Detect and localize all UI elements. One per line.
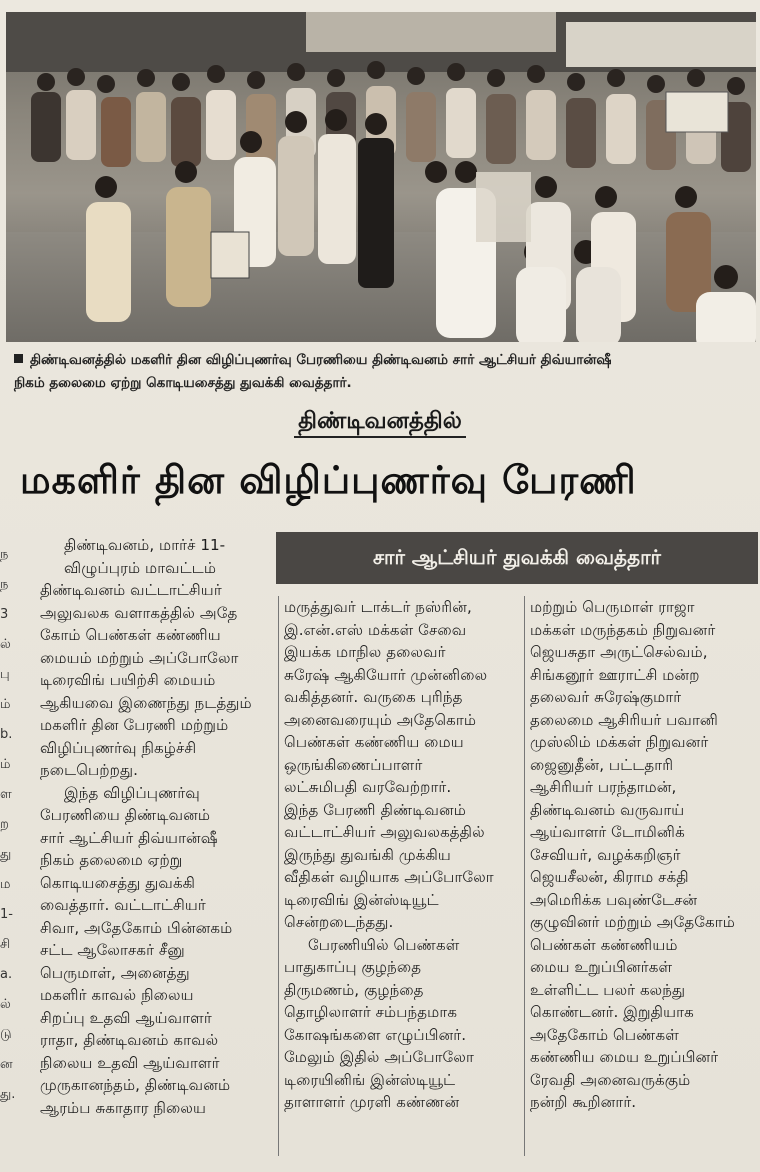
edge-fragment: ன: [0, 1057, 13, 1072]
article-line: கொண்டனர். இறுதியாக: [530, 1003, 694, 1021]
article-line: திண்டிவனம் வருவாய்: [530, 800, 685, 819]
article-line: வைத்தார். வட்டாட்சியர்: [40, 896, 206, 914]
article-line: லட்சுமிபதி வரவேற்றார்.: [284, 778, 452, 796]
article-column-3: [530, 596, 758, 1114]
edge-fragment: து: [0, 847, 12, 862]
adjacent-column-edge: [0, 540, 22, 1110]
article-line: விழுப்புரம் மாவட்டம்: [64, 558, 217, 577]
edge-fragment: ந: [0, 577, 9, 592]
article-column-1: [40, 534, 272, 1119]
article-line: தலைமை ஆசிரியர் பவானி: [530, 710, 719, 729]
caption-line-2: நிகம் தலைமை ஏற்று கொடியசைத்து துவக்கி வைத்தார்.: [14, 375, 352, 391]
edge-fragment: பு: [0, 667, 10, 682]
caption-bullet-icon: [14, 354, 23, 363]
article-line: வீதிகள் வழியாக அப்போலோ: [284, 868, 494, 886]
edge-fragment: ல்: [0, 997, 11, 1012]
article-line: நன்றி கூறினார்.: [530, 1093, 637, 1111]
article-line: டிரையினிங் இன்ஸ்டியூட்: [284, 1070, 456, 1089]
article-line: அமெரிக்க பவுண்டேசன்: [530, 890, 698, 909]
article-line: சுரேஷ் ஆகியோர் முன்னிலை: [284, 665, 488, 684]
article-line: ஜெயசீலன், கிராம சக்தி: [530, 868, 689, 886]
article-line: பாதுகாப்பு குழந்தை: [284, 958, 422, 976]
article-line: மற்றும் பெருமாள் ராஜா: [530, 598, 695, 616]
kicker: [0, 408, 760, 437]
article-line: அனைவரையும் அதேகொம்: [284, 710, 477, 729]
edge-fragment: சி: [0, 937, 11, 952]
article-line: இந்த பேரணி திண்டிவனம்: [284, 800, 466, 819]
article-line: பெருமாள், அனைத்து: [40, 963, 190, 982]
article-line: சிங்கனூர் ஊராட்சி மன்ற: [530, 665, 700, 684]
article-line: மருத்துவர் டாக்டர் நஸ்ரின்,: [284, 598, 472, 616]
article-line: கொடியசைத்து துவக்கி: [40, 873, 196, 892]
edge-fragment: a.: [0, 967, 13, 982]
rally-photo: [6, 12, 756, 342]
edge-fragment: டு: [0, 1027, 12, 1042]
article-line: மேலும் இதில் அப்போலோ: [284, 1048, 474, 1066]
article-line: திண்டிவனம், மார்ச் 11-: [64, 536, 226, 554]
article-line: பேரணியில் பெண்கள்: [308, 935, 460, 954]
article-line: இ.என்.எஸ் மக்கள் சேவை: [284, 620, 467, 639]
article-line: அதேகோம் பெண்கள்: [530, 1025, 679, 1044]
edge-fragment: 3: [0, 607, 9, 622]
article-line: அலுவலக வளாகத்தில் அதே: [40, 603, 238, 622]
article-line: ஜெயசுதா அருட்செல்வம்,: [530, 643, 708, 661]
article-line: இருந்து துவங்கி முக்கிய: [284, 845, 451, 864]
article-line: பெண்கள் கண்ணியம்: [530, 935, 678, 954]
column-divider-2: [524, 596, 525, 1156]
photo-caption: [14, 349, 756, 395]
article-line: இயக்க மாநில தலைவர்: [284, 643, 446, 661]
article-line: ஆகியவை இணைந்து நடத்தும்: [40, 693, 252, 712]
article-column-2: [284, 596, 518, 1114]
article-line: வட்டாட்சியர் அலுவலகத்தில்: [284, 823, 485, 841]
article-line: பேரணியை திண்டிவனம்: [40, 806, 211, 824]
article-line: சிறப்பு உதவி ஆய்வாளர்: [40, 1008, 212, 1027]
edge-fragment: b.: [0, 727, 13, 742]
article-line: மகளிர் தின பேரணி மற்றும்: [40, 716, 229, 734]
edge-fragment: ந: [0, 547, 9, 562]
article-line: திருமணம், குழந்தை: [284, 980, 424, 999]
article-line: இந்த விழிப்புணர்வு: [64, 783, 200, 802]
article-line: சென்றடைந்தது.: [284, 913, 394, 931]
edge-fragment: து.: [0, 1087, 16, 1102]
article-line: தொழிலாளர் சம்பந்தமாக: [284, 1003, 458, 1021]
edge-fragment: ல்: [0, 637, 11, 652]
article-line: கோஷங்களை எழுப்பினர்.: [284, 1025, 467, 1044]
article-line: ராதா, திண்டிவனம் காவல்: [40, 1031, 219, 1049]
article-line: திண்டிவனம் வட்டாட்சியர்: [40, 581, 222, 599]
article-line: கோம் பெண்கள் கண்ணிய: [40, 626, 221, 644]
kicker-text: திண்டிவனத்தில்: [294, 408, 466, 438]
article-line: வகித்தனர். வருகை புரிந்த: [284, 688, 463, 706]
article-line: ஒருங்கிணைப்பாளர்: [284, 755, 423, 774]
column-divider-1: [278, 596, 279, 1156]
edge-fragment: ம்: [0, 697, 11, 712]
article-line: டிரைவிங் இன்ஸ்டியூட்: [284, 890, 439, 909]
article-line: விழிப்புணர்வு நிகழ்ச்சி: [40, 738, 197, 757]
article-line: ஆசிரியர் பரந்தாமன்,: [530, 778, 677, 796]
article-line: மக்கள் மருந்தகம் நிறுவனர்: [530, 620, 716, 639]
article-line: நிலைய உதவி ஆய்வாளர்: [40, 1053, 220, 1072]
caption-text-1: திண்டிவனத்தில் மகளிர் தின விழிப்புணர்வு பேரணியை திண்டிவனம் சார் ஆட்சியர் திவ்யான்ஷீ: [30, 352, 612, 368]
crowd-illustration: [6, 12, 756, 342]
article-line: முஸ்லிம் மக்கள் நிறுவனர்: [530, 733, 709, 751]
article-line: சிவா, அதேகோம் பின்னகம்: [40, 918, 233, 937]
subheadline-bar: [276, 532, 758, 584]
article-line: சேவியர், வழக்கறிஞர்: [530, 845, 681, 864]
article-line: முருகானந்தம், திண்டிவனம்: [40, 1076, 231, 1094]
article-line: ஆரம்ப சுகாதார நிலைய: [40, 1098, 207, 1117]
article-line: சட்ட ஆலோசகர் சீனு: [40, 941, 185, 959]
article-line: மைய உறுப்பினர்கள்: [530, 958, 673, 976]
article-line: டிரைவிங் பயிற்சி மையம்: [40, 671, 216, 689]
article-line: மகளிர் காவல் நிலைய: [40, 986, 194, 1004]
article-line: தலைவர் சுரேஷ்குமார்: [530, 688, 682, 706]
edge-fragment: ம: [0, 877, 11, 892]
article-line: ரேவதி அனைவருக்கும்: [530, 1070, 691, 1089]
edge-fragment: 1-: [0, 907, 13, 922]
article-line: மையம் மற்றும் அப்போலோ: [40, 648, 239, 667]
article-line: ஜைனுதீன், பட்டதாரி: [530, 755, 674, 774]
article-line: பெண்கள் கண்ணிய மைய: [284, 733, 464, 751]
article-line: உள்ளிட்ட பலர் கலந்து: [530, 980, 686, 999]
headline: மகளிர் தின விழிப்புணர்வு பேரணி: [20, 458, 637, 502]
article-line: நிகம் தலைமை ஏற்று: [40, 851, 183, 869]
caption-line-1: [14, 349, 756, 372]
subheadline-text: சார் ஆட்சியர் துவக்கி வைத்தார்: [372, 544, 662, 569]
article-line: குழுவினர் மற்றும் அதேகோம்: [530, 913, 735, 931]
article-line: சார் ஆட்சியர் திவ்யான்ஷீ: [40, 828, 218, 847]
edge-fragment: ற: [0, 817, 9, 832]
article-line: கண்ணிய மைய உறுப்பினர்: [530, 1048, 719, 1066]
article-line: ஆய்வாளர் டோமினிக்: [530, 823, 685, 841]
edge-fragment: ம்: [0, 757, 11, 772]
article-line: தாளாளர் முரளி கண்ணன்: [284, 1093, 460, 1111]
edge-fragment: ள: [0, 787, 12, 802]
article-line: நடைபெற்றது.: [40, 761, 138, 779]
